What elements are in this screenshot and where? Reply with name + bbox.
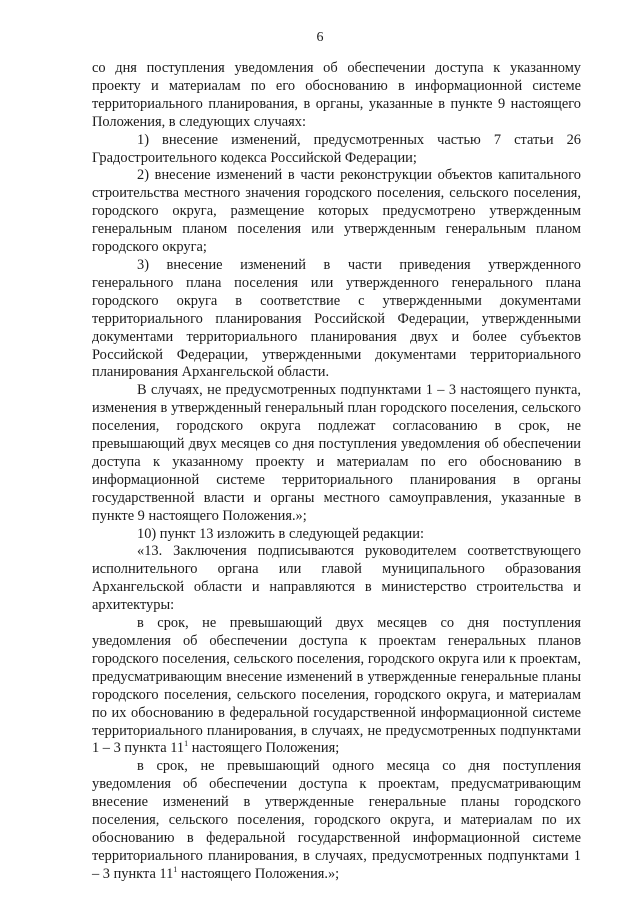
paragraph-amendment-10: 10) пункт 13 изложить в следующей редакции:: [137, 525, 424, 542]
paragraph-one-month-text: в срок, не превышающий одного месяца со дня поступления уведомления об обеспечении доступа к проектам, предусматривающим внесение изменений в утвержденные генеральные планы городского поселения, сельского поселения, городского округа, и материалам по их обоснованию в федеральной государственной информационной системе территориального планирования, в случаях, предусмотренных подпунктами 1 – 3 пункта 11: [92, 758, 581, 882]
superscript-footnote: 1: [184, 739, 189, 749]
paragraph-continuation: со дня поступления уведомления об обеспечении доступа к указанному проекту и материалам по его обоснованию в информационной системе территориального планирования, в органы, указанные в пункте 9 настоящего Положения, в следующих случаях:: [92, 60, 581, 130]
paragraph-two-months: [92, 615, 581, 758]
paragraph-point-13: «13. Заключения подписываются руководителем соответствующего исполнительного органа или главой муниципального образования Архангельской области и направляются в министерство строительства и архитектуры:: [92, 543, 581, 614]
paragraph-one-month: [92, 758, 581, 883]
paragraph-item-2: 2) внесение изменений в части реконструкции объектов капитального строительства местного значения городского поселения, сельского поселения, городского округа, размещение которых предусмотрено утвержденным генеральным планом поселения или утвержденным генеральным планом городского округа;: [92, 167, 581, 256]
paragraph-item-3: 3) внесение изменений в части приведения утвержденного генерального плана поселения или утвержденного генерального плана городского округа в соответствие с утвержденными документами территориального планирования Российской Федерации, утвержденными документами территориального планирования двух и более субъектов Российской Федерации, утвержденными документами территориального планирования Архангельской области.: [92, 256, 581, 381]
superscript-footnote: 1: [173, 864, 178, 874]
paragraph-two-months-text: в срок, не превышающий двух месяцев со дня поступления уведомления об обеспечении доступа к проектам генеральных планов городского поселения, сельского поселения, городского округа или к проектам, предусматривающим внесение изменений в утвержденные генеральные планы городского поселения, сельского поселения, городского округа, и материалам по их обоснованию в федеральной государственной информационной системе территориального планирования, в случаях, не предусмотренных подпунктами 1 – 3 пункта 11: [92, 615, 581, 757]
paragraph-two-months-tail: настоящего Положения;: [188, 740, 340, 757]
paragraph-one-month-tail: настоящего Положения.»;: [177, 865, 340, 882]
document-body: [92, 60, 581, 884]
paragraph-item-1: 1) внесение изменений, предусмотренных частью 7 статьи 26 Градостроительного кодекса Российской Федерации;: [92, 131, 581, 166]
page-number: 6: [316, 30, 324, 45]
paragraph-other-cases: В случаях, не предусмотренных подпунктами 1 – 3 настоящего пункта, изменения в утвержденный генеральный план городского поселения, сельского поселения, городского округа подлежат согласованию в срок, не превышающий двух месяцев со дня поступления уведомления об обеспечении доступа к указанному проекту и материалам по его обоснованию в информационной системе территориального планирования в органы государственной власти и органы местного самоуправления, указанные в пункте 9 настоящего Положения.»;: [92, 382, 581, 524]
